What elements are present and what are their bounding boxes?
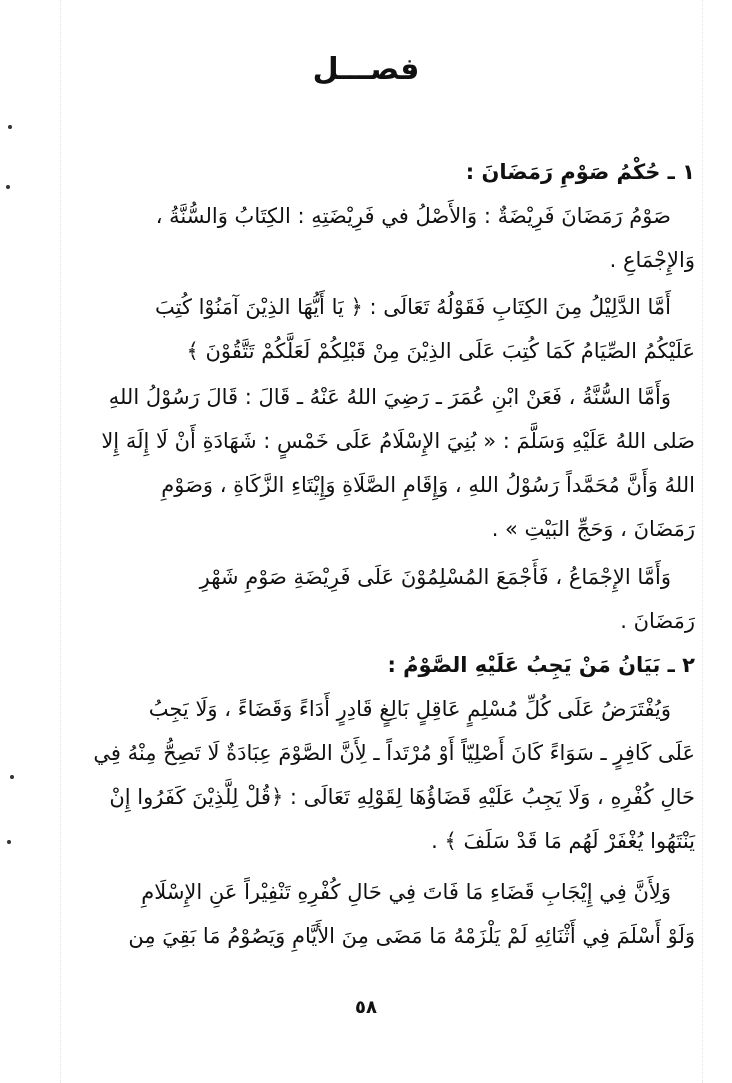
- text-line: رَمَضَانَ ، وَحَجِّ البَيْتِ » .: [491, 517, 695, 541]
- text-line: وَأَمَّا السُّنَّةُ ، فَعَنْ ابْنِ عُمَرَ ـ رَضِيَ اللهُ عَنْهُ ـ قَالَ : قَالَ رَسُوْلُ اللهِ: [108, 385, 671, 409]
- chapter-title: فصـــل: [312, 52, 420, 87]
- text-line: اللهُ وَأَنَّ مُحَمَّداً رَسُوْلُ اللهِ ، وَإِقَامِ الصَّلَاةِ وَإِيْتَاءِ الزَّكَاةِ ، وَصَوْمِ: [161, 473, 695, 497]
- page-number: ٥٨: [355, 997, 377, 1018]
- text-line: وَلَوْ أَسْلَمَ فِي أَثْنَائِهِ لَمْ يَلْزَمْهُ مَا مَضَى مِنَ الأَيَّامِ وَيَصُوْمُ مَا بَقِيَ مِن: [128, 924, 695, 948]
- text-line: وَيُفْتَرَضُ عَلَى كُلِّ مُسْلِمٍ عَاقِلٍ بَالِغٍ قَادِرٍ أَدَاءً وَقَضَاءً ، وَلَا يَجِبُ: [148, 697, 671, 721]
- paragraph-sunnah: [50, 375, 695, 551]
- text-line: رَمَضَانَ .: [620, 609, 695, 633]
- margin-mark: [8, 125, 12, 129]
- text-line: أَمَّا الدَّلِيْلُ مِنَ الكِتَابِ فَقَوْلُهُ تَعَالَى : ﴿ يَا أَيُّهَا الذِيْنَ آمَنُوْا كُتِبَ: [154, 295, 671, 319]
- paragraph-ijma: [50, 555, 695, 643]
- text-line: صَلى اللهُ عَلَيْهِ وَسَلَّمَ : « بُنِيَ الإِسْلَامُ عَلَى خَمْسٍ : شَهَادَةِ أَنْ لَا إِلَهَ إِلا: [101, 429, 695, 453]
- paragraph-quran: [50, 285, 695, 373]
- section-2-heading: ٢ ـ بَيَانُ مَنْ يَجِبُ عَلَيْهِ الصَّوْمُ :: [387, 653, 695, 677]
- text-line: عَلَيْكُمُ الصِّيَامُ كَمَا كُتِبَ عَلَى الذِيْنَ مِنْ قَبْلِكُمْ لَعَلَّكُمْ تَتَّقُوْنَ ﴾: [186, 339, 695, 363]
- text-line: وَلِأَنَّ فِي إِيْجَابِ قَضَاءِ مَا فَاتَ فِي حَالِ كُفْرِهِ تَنْفِيْراً عَنِ الإِسْلَامِ: [141, 880, 671, 904]
- text-line: عَلَى كَافِرٍ ـ سَوَاءً كَانَ أَصْلِيّاً أَوْ مُرْتَداً ـ لِأَنَّ الصَّوْمَ عِبَادَةٌ لَا تَصِحُّ مِنْهُ فِي: [93, 741, 695, 765]
- margin-mark: [6, 185, 10, 189]
- text-line: صَوْمُ رَمَضَانَ فَرِيْضَةٌ : وَالأَصْلُ في فَرِيْضَتِهِ : الكِتَابُ وَالسُّنَّةُ ،: [155, 204, 671, 228]
- text-line: وَالإِجْمَاعِ .: [609, 248, 695, 272]
- text-line: حَالِ كُفْرِهِ ، وَلَا يَجِبُ عَلَيْهِ قَضَاؤُهَا لِقَوْلِهِ تَعَالَى : ﴿قُلْ لِلَّذِيْنَ كَفَرُوا إِنْ: [109, 785, 695, 809]
- margin-mark: [7, 840, 11, 844]
- margin-mark: [10, 775, 14, 779]
- paragraph-last: [50, 870, 695, 958]
- section-2: [50, 643, 695, 863]
- text-line: يَنْتَهُوا يُغْفَرْ لَهُم مَا قَدْ سَلَفَ ﴾ .: [431, 829, 695, 853]
- section-1-heading: ١ ـ حُكْمُ صَوْمِ رَمَضَانَ :: [465, 160, 695, 184]
- text-line: وَأَمَّا الإِجْمَاعُ ، فَأَجْمَعَ المُسْلِمُوْنَ عَلَى فَرِيْضَةِ صَوْمِ شَهْرِ: [199, 565, 671, 589]
- section-1: [50, 150, 695, 282]
- margin-guide-right: [702, 0, 703, 1083]
